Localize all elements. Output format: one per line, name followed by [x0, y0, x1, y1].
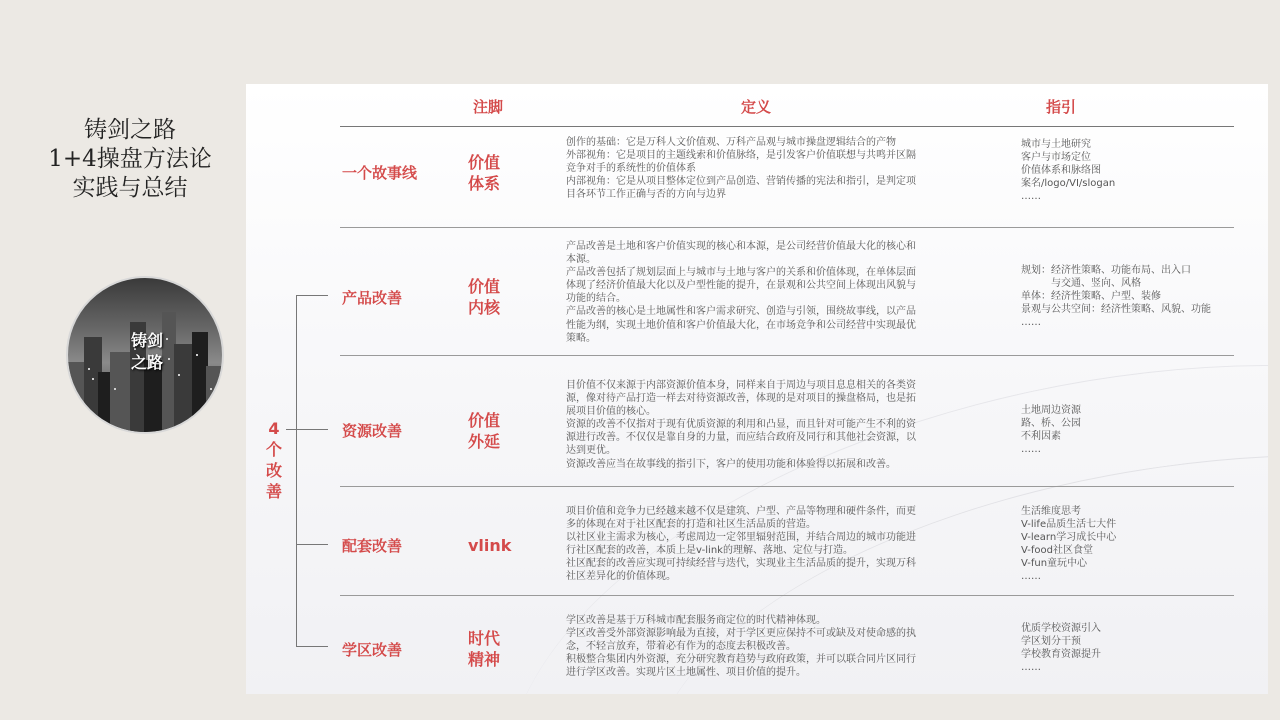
row-tag: 时代 精神 — [468, 629, 501, 669]
row-guide: 土地周边资源 路、桥、公园 不利因素 …… — [1021, 405, 1081, 456]
row-name-resource: 资源改善 — [342, 422, 403, 440]
row-divider — [340, 227, 1234, 228]
tree-bracket — [296, 295, 297, 646]
row-tag: 价值 内核 — [468, 277, 501, 317]
row-name-product: 产品改善 — [342, 289, 403, 307]
row-divider — [340, 486, 1234, 487]
logo-text: 铸剑 之路 — [130, 331, 163, 372]
row-tag: 价值 体系 — [468, 153, 501, 193]
row-name-storyline: 一个故事线 — [342, 164, 418, 182]
row-definition: 学区改善是基于万科城市配套服务商定位的时代精神体现。 学区改善受外部资源影响最为直接，对于学区更应保持不可或缺及对使命感的执 念，不轻言放弃，带着必有作为的态度去积极改善。 积极整合集团内外资源，充分研究教育趋势与政府政策，并可以联合同片区同行 进行学区改善。实现片区土地属性、项目价值的提升。 — [566, 615, 916, 679]
slide-title-line-1: 铸剑之路 — [84, 117, 176, 143]
row-definition: 创作的基础：它是万科人文价值观、万科产品观与城市操盘逻辑结合的产物 外部视角：它是项目的主题线索和价值脉络，是引发客户价值联想与共鸣并区隔 竞争对手的系统性的价值体系 内部视角：它是从项目整体定位到产品创造、营销传播的宪法和指引，是判定项 目各环节工作正确与否的方向与边界 — [566, 137, 916, 201]
tree-branch — [296, 429, 328, 430]
four-improvements-label: 4 个 改 善 — [265, 419, 282, 501]
row-definition: 产品改善是土地和客户价值实现的核心和本源，是公司经营价值最大化的核心和 本源。 产品改善包括了规划层面上与城市与土地与客户的关系和价值体现，在单体层面 体现了经济价值最大化以及户型性能的提升，在景观和公共空间上体现出风貌与 功能的结合。 产品改善的核心是土地属性和客户需求研究、创造与引领，围绕故事线，以产品 性能为纲，实现土地价值和客户价值最大化，在市场竞争和公司经营中实现最优 策略。 — [566, 241, 916, 344]
row-name-school: 学区改善 — [342, 641, 403, 659]
slide-title-line-3: 实践与总结 — [72, 175, 188, 201]
row-guide: 城市与土地研究 客户与市场定位 价值体系和脉络图 案名/logo/VI/slogan …… — [1021, 139, 1116, 203]
row-definition: 项目价值和竞争力已经越来越不仅是建筑、户型、产品等物理和硬件条件，而更 多的体现在对于社区配套的打造和社区生活品质的营造。 以社区业主需求为核心，考虑周边一定邻里辐射范围，并结合周边的城市功能进 行社区配套的改善，本质上是v-link的理解、落地、定位与打造。 社区配套的改善应实现可持续经营与迭代，实现业主生活品质的提升，实现万科 社区差异化的价值体现。 — [566, 506, 916, 583]
strategy-table — [246, 84, 1268, 694]
slide-title — [40, 116, 220, 203]
row-divider — [340, 355, 1234, 356]
brand-logo — [66, 276, 224, 434]
row-tag: vlink — [468, 536, 512, 555]
row-guide: 规划：经济性策略、功能布局、出入口 与交通、竖向、风格 单体：经济性策略、户型、装修 景观与公共空间：经济性策略、风貌、功能 …… — [1021, 265, 1211, 329]
row-guide: 生活维度思考 V-life品质生活七大件 V-learn学习成长中心 V-food社区食堂 V-fun童玩中心 …… — [1021, 506, 1117, 583]
row-guide: 优质学校资源引入 学区划分干预 学校教育资源提升 …… — [1021, 623, 1101, 674]
header-guide: 指引 — [1045, 98, 1076, 116]
slide-title-line-2: 1+4操盘方法论 — [48, 146, 212, 172]
tree-branch — [296, 295, 328, 296]
header-divider — [340, 126, 1234, 127]
row-definition: 目价值不仅来源于内部资源价值本身，同样来自于周边与项目息息相关的各类资 源，像对待产品打造一样去对待资源改善，体现的是对项目的操盘格局，也是拓 展项目价值的核心。 资源的改善不仅指对于现有优质资源的利用和凸显，而且针对可能产生不利的资 源进行改善。不仅仅是靠自身的力量，而应结合政府及同行和其他社会资源，以 达到更优。 资源改善应当在故事线的指引下，客户的使用功能和体验得以拓展和改善。 — [566, 380, 916, 470]
tree-branch — [296, 646, 328, 647]
row-tag: 价值 外延 — [468, 411, 501, 451]
header-tag: 注脚 — [472, 98, 503, 116]
tree-branch — [296, 544, 328, 545]
tree-stem — [286, 429, 296, 430]
row-name-facility: 配套改善 — [342, 537, 403, 555]
header-definition: 定义 — [740, 98, 771, 116]
row-divider — [340, 595, 1234, 596]
